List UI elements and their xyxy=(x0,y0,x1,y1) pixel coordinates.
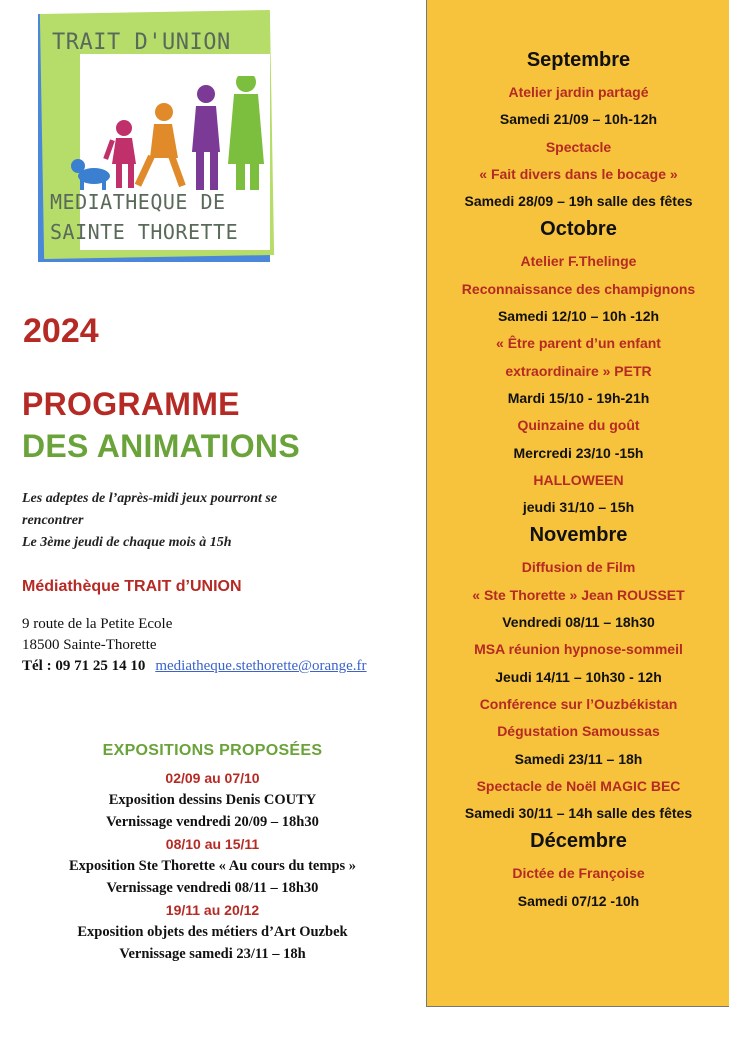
intro-line: rencontrer xyxy=(22,513,84,528)
agenda-month-heading: Décembre xyxy=(530,830,627,853)
logo-title: TRAIT D'UNION xyxy=(52,30,231,55)
agenda-event-date: Samedi 23/11 – 18h xyxy=(514,750,643,767)
exposition-item xyxy=(0,899,425,965)
exposition-item xyxy=(0,833,425,899)
intro-line: Les adeptes de l’après-midi jeux pourront se xyxy=(22,491,278,506)
exposition-item xyxy=(0,767,425,833)
agenda-event-date: Jeudi 14/11 – 10h30 - 12h xyxy=(495,668,662,685)
exposition-name: Exposition Ste Thorette « Au cours du temps » xyxy=(68,858,357,874)
agenda-event-date: Samedi 30/11 – 14h salle des fêtes xyxy=(464,805,693,822)
expositions-title: EXPOSITIONS PROPOSÉES xyxy=(102,742,323,759)
exposition-vernissage: Vernissage vendredi 08/11 – 18h30 xyxy=(106,880,319,896)
agenda-month-heading: Novembre xyxy=(529,524,628,547)
agenda-event-title: Dégustation Samoussas xyxy=(497,723,660,740)
exposition-dates: 02/09 au 07/10 xyxy=(165,770,260,786)
agenda-event-title: Atelier jardin partagé xyxy=(508,84,649,100)
exposition-vernissage: Vernissage vendredi 20/09 – 18h30 xyxy=(106,814,319,830)
agenda-list xyxy=(427,0,729,915)
contact-address xyxy=(22,614,367,677)
agenda-month-heading: Septembre xyxy=(526,49,631,71)
exposition-name: Exposition dessins Denis COUTY xyxy=(108,792,317,808)
expositions-section xyxy=(0,742,425,965)
exposition-dates: 08/10 au 15/11 xyxy=(165,836,260,852)
agenda-event-title: « Ste Thorette » Jean ROUSSET xyxy=(472,586,685,603)
agenda-event-date: Mardi 15/10 - 19h-21h xyxy=(507,389,650,406)
programme-heading: PROGRAMME xyxy=(22,386,240,422)
agenda-event-date: Samedi 28/09 – 19h salle des fêtes xyxy=(464,193,693,210)
agenda-event-title: Spectacle de Noël MAGIC BEC xyxy=(476,777,681,794)
agenda-event-title: « Être parent d’un enfant xyxy=(496,335,661,352)
contact-line xyxy=(22,656,367,677)
games-intro xyxy=(22,488,277,554)
agenda-event-date: jeudi 31/10 – 15h xyxy=(522,499,635,516)
exposition-dates: 19/11 au 20/12 xyxy=(165,902,260,918)
logo-subtitle-line2: SAINTE THORETTE xyxy=(50,220,239,244)
agenda-month-heading: Octobre xyxy=(540,218,617,241)
agenda-event-date: Mercredi 23/10 -15h xyxy=(513,444,644,461)
agenda-event-title: MSA réunion hypnose-sommeil xyxy=(474,641,683,658)
agenda-event-title: « Fait divers dans le bocage » xyxy=(479,165,678,182)
agenda-event-title: Dictée de Françoise xyxy=(512,865,645,882)
agenda-event-title: Spectacle xyxy=(545,138,612,155)
address-street: 9 route de la Petite Ecole xyxy=(22,616,173,632)
phone-number: Tél : 09 71 25 14 10 xyxy=(22,658,146,674)
year-heading: 2024 xyxy=(23,312,99,350)
agenda-event-title: Atelier F.Thelinge xyxy=(520,253,637,270)
agenda-event-date: Vendredi 08/11 – 18h30 xyxy=(502,614,655,631)
exposition-vernissage: Vernissage samedi 23/11 – 18h xyxy=(119,946,306,962)
agenda-event-title: Conférence sur l’Ouzbékistan xyxy=(479,695,678,712)
agenda-event-date: Samedi 07/12 -10h xyxy=(517,892,640,909)
mediatheque-logo xyxy=(38,12,274,264)
growth-figures-icon xyxy=(56,76,266,196)
agenda-event-title: Diffusion de Film xyxy=(521,559,636,576)
agenda-panel xyxy=(426,0,729,1007)
agenda-event-date: Samedi 21/09 – 10h-12h xyxy=(499,111,658,128)
animations-heading: DES ANIMATIONS xyxy=(22,428,300,464)
agenda-event-title: HALLOWEEN xyxy=(533,471,624,488)
mediatheque-name: Médiathèque TRAIT d’UNION xyxy=(22,578,242,595)
agenda-event-title: extraordinaire » PETR xyxy=(505,362,652,379)
address-city: 18500 Sainte-Thorette xyxy=(22,637,157,653)
agenda-event-date: Samedi 12/10 – 10h -12h xyxy=(497,308,660,325)
email-link[interactable]: mediatheque.stethorette@orange.fr xyxy=(155,658,367,674)
exposition-name: Exposition objets des métiers d’Art Ouzbek xyxy=(77,924,348,940)
agenda-event-title: Reconnaissance des champignons xyxy=(461,280,696,297)
agenda-event-title: Quinzaine du goût xyxy=(517,417,640,434)
intro-line: Le 3ème jeudi de chaque mois à 15h xyxy=(22,535,232,550)
logo-subtitle-line1: MEDIATHEQUE DE xyxy=(50,190,226,214)
